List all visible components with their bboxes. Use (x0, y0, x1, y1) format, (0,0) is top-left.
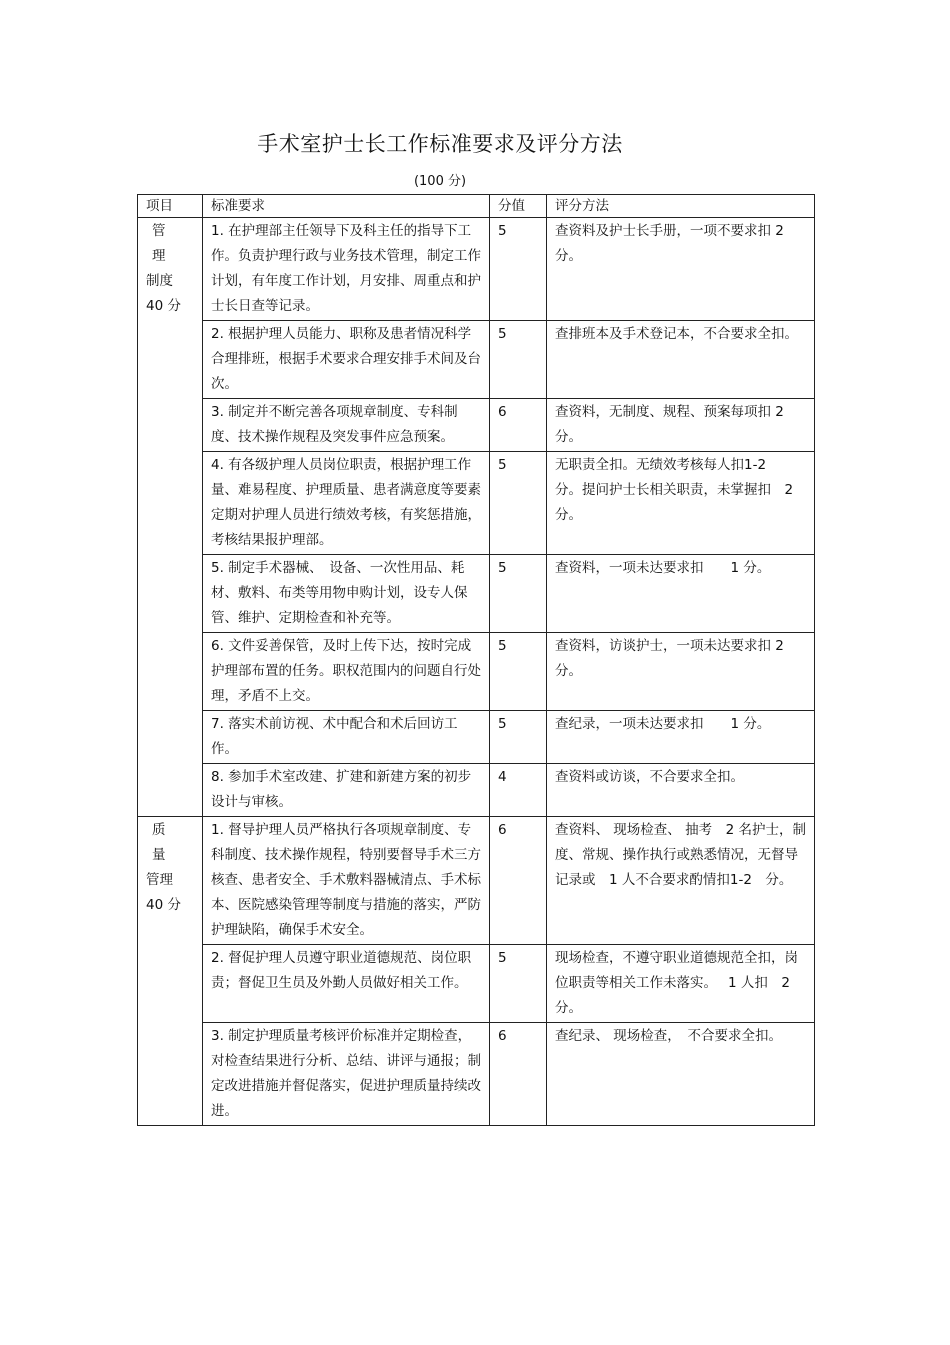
requirement-cell: 4. 有各级护理人员岗位职责，根据护理工作量、难易程度、护理质量、患者满意度等要素定期对护理人员进行绩效考核，有奖惩措施，考核结果报护理部。 (203, 452, 490, 555)
requirement-cell: 5. 制定手术器械、 设备、一次性用品、耗材、敷料、布类等用物申购计划，设专人保管、维护、定期检查和补充等。 (203, 555, 490, 633)
score-cell: 5 (490, 945, 547, 1023)
table-row (138, 764, 815, 817)
score-cell: 6 (490, 1023, 547, 1126)
section-name-quality (138, 817, 203, 1126)
score-cell: 5 (490, 633, 547, 711)
header-method: 评分方法 (547, 195, 815, 218)
table-row (138, 399, 815, 452)
document-title: 手术室护士长工作标准要求及评分方法 (257, 132, 623, 156)
table-row (138, 711, 815, 764)
document-subtitle: (100 分) (413, 174, 467, 189)
requirement-cell: 2. 督促护理人员遵守职业道德规范、岗位职责；督促卫生员及外勤人员做好相关工作。 (203, 945, 490, 1023)
section-line: 管理 (146, 872, 173, 888)
score-cell: 6 (490, 817, 547, 945)
requirement-cell: 3. 制定并不断完善各项规章制度、专科制度、技术操作规程及突发事件应急预案。 (203, 399, 490, 452)
requirement-cell: 2. 根据护理人员能力、职称及患者情况科学合理排班，根据手术要求合理安排手术间及台次。 (203, 321, 490, 399)
method-cell: 无职责全扣。无绩效考核每人扣1-2 分。提问护士长相关职责，未掌握扣 2 分。 (547, 452, 815, 555)
score-cell: 5 (490, 321, 547, 399)
table-row (138, 1023, 815, 1126)
score-cell: 5 (490, 218, 547, 321)
score-cell: 5 (490, 452, 547, 555)
header-score: 分值 (490, 195, 547, 218)
section-line: 管 理 (152, 223, 179, 264)
requirement-cell: 8. 参加手术室改建、扩建和新建方案的初步设计与审核。 (203, 764, 490, 817)
score-cell: 5 (490, 555, 547, 633)
method-cell: 查纪录、 现场检查， 不合要求全扣。 (547, 1023, 815, 1126)
method-cell: 查资料或访谈，不合要求全扣。 (547, 764, 815, 817)
score-cell: 5 (490, 711, 547, 764)
method-cell: 查资料，一项未达要求扣 1 分。 (547, 555, 815, 633)
requirement-cell: 3. 制定护理质量考核评价标准并定期检查，对检查结果进行分析、总结、讲评与通报；制定改进措施并督促落实，促进护理质量持续改进。 (203, 1023, 490, 1126)
table-row (138, 633, 815, 711)
table-row (138, 218, 815, 321)
requirement-cell: 6. 文件妥善保管，及时上传下达，按时完成护理部布置的任务。职权范围内的问题自行处理，矛盾不上交。 (203, 633, 490, 711)
header-requirement: 标准要求 (203, 195, 490, 218)
scoring-table (137, 194, 815, 1126)
section-line: 40 分 (146, 897, 181, 913)
table-row (138, 555, 815, 633)
table-row (138, 321, 815, 399)
table-header-row (138, 195, 815, 218)
method-cell: 查资料、 现场检查、 抽考 2 名护士，制度、常规、操作执行或熟悉情况，无督导记录或 1 人不合要求酌情扣1-2 分。 (547, 817, 815, 945)
requirement-cell: 1. 督导护理人员严格执行各项规章制度、专科制度、技术操作规程，特别要督导手术三方核查、患者安全、手术敷料器械清点、手术标本、医院感染管理等制度与措施的落实，严防护理缺陷，确保手术安全。 (203, 817, 490, 945)
section-line: 40 分 (146, 298, 181, 314)
score-cell: 6 (490, 399, 547, 452)
method-cell: 查资料及护士长手册，一项不要求扣 2 分。 (547, 218, 815, 321)
table-row (138, 945, 815, 1023)
header-project: 项目 (138, 195, 203, 218)
requirement-cell: 7. 落实术前访视、术中配合和术后回访工作。 (203, 711, 490, 764)
table-row (138, 817, 815, 945)
method-cell: 查纪录，一项未达要求扣 1 分。 (547, 711, 815, 764)
method-cell: 查资料，无制度、规程、预案每项扣 2 分。 (547, 399, 815, 452)
requirement-cell: 1. 在护理部主任领导下及科主任的指导下工作。负责护理行政与业务技术管理，制定工作计划，有年度工作计划，月安排、周重点和护士长日查等记录。 (203, 218, 490, 321)
method-cell: 查排班本及手术登记本，不合要求全扣。 (547, 321, 815, 399)
method-cell: 查资料，访谈护士，一项未达要求扣 2 分。 (547, 633, 815, 711)
score-cell: 4 (490, 764, 547, 817)
method-cell: 现场检查，不遵守职业道德规范全扣，岗位职责等相关工作未落实。 1 人扣 2 分。 (547, 945, 815, 1023)
section-line: 制度 (146, 273, 173, 289)
section-line: 质 量 (152, 822, 179, 863)
section-name-management (138, 218, 203, 817)
table-row (138, 452, 815, 555)
